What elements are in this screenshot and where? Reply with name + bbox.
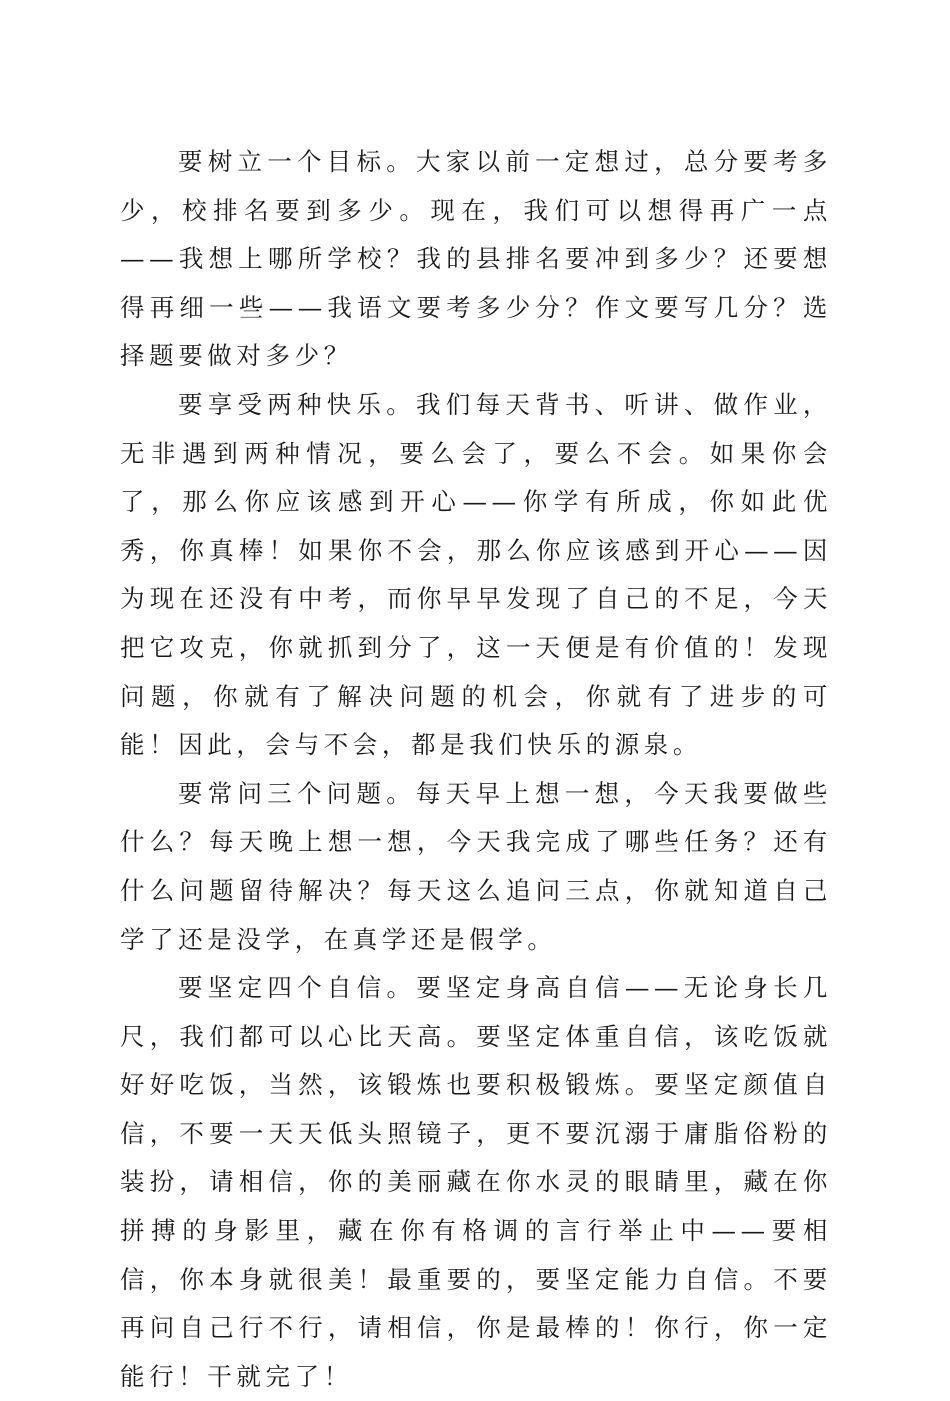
- paragraph-goal: 要树立一个目标。大家以前一定想过，总分要考多少，校排名要到多少。现在，我们可以想得再广一点——我想上哪所学校？我的县排名要冲到多少？还要想得再细一些——我语文要考多少分？作文要写几分？选择题要做对多少？: [120, 147, 832, 371]
- paragraph-joy: 要享受两种快乐。我们每天背书、听讲、做作业，无非遇到两种情况，要么会了，要么不会。如果你会了，那么你应该感到开心——你学有所成，你如此优秀，你真棒！如果你不会，那么你应该感到开心——因为现在还没有中考，而你早早发现了自己的不足，今天把它攻克，你就抓到分了，这一天便是有价值的！发现问题，你就有了解决问题的机会，你就有了进步的可能！因此，会与不会，都是我们快乐的源泉。: [120, 389, 832, 760]
- document-body: [120, 138, 832, 1401]
- paragraph-questions: 要常问三个问题。每天早上想一想，今天我要做些什么？每天晚上想一想，今天我完成了哪些任务？还有什么问题留待解决？每天这么追问三点，你就知道自己学了还是没学，在真学还是假学。: [120, 778, 832, 954]
- paragraph-confidence: 要坚定四个自信。要坚定身高自信——无论身长几尺，我们都可以心比天高。要坚定体重自信，该吃饭就好好吃饭，当然，该锻炼也要积极锻炼。要坚定颜值自信，不要一天天低头照镜子，更不要沉溺于庸脂俗粉的装扮，请相信，你的美丽藏在你水灵的眼睛里，藏在你拼搏的身影里，藏在你有格调的言行举止中——要相信，你本身就很美！最重要的，要坚定能力自信。不要再问自己行不行，请相信，你是最棒的！你行，你一定能行！干就完了！: [120, 973, 832, 1391]
